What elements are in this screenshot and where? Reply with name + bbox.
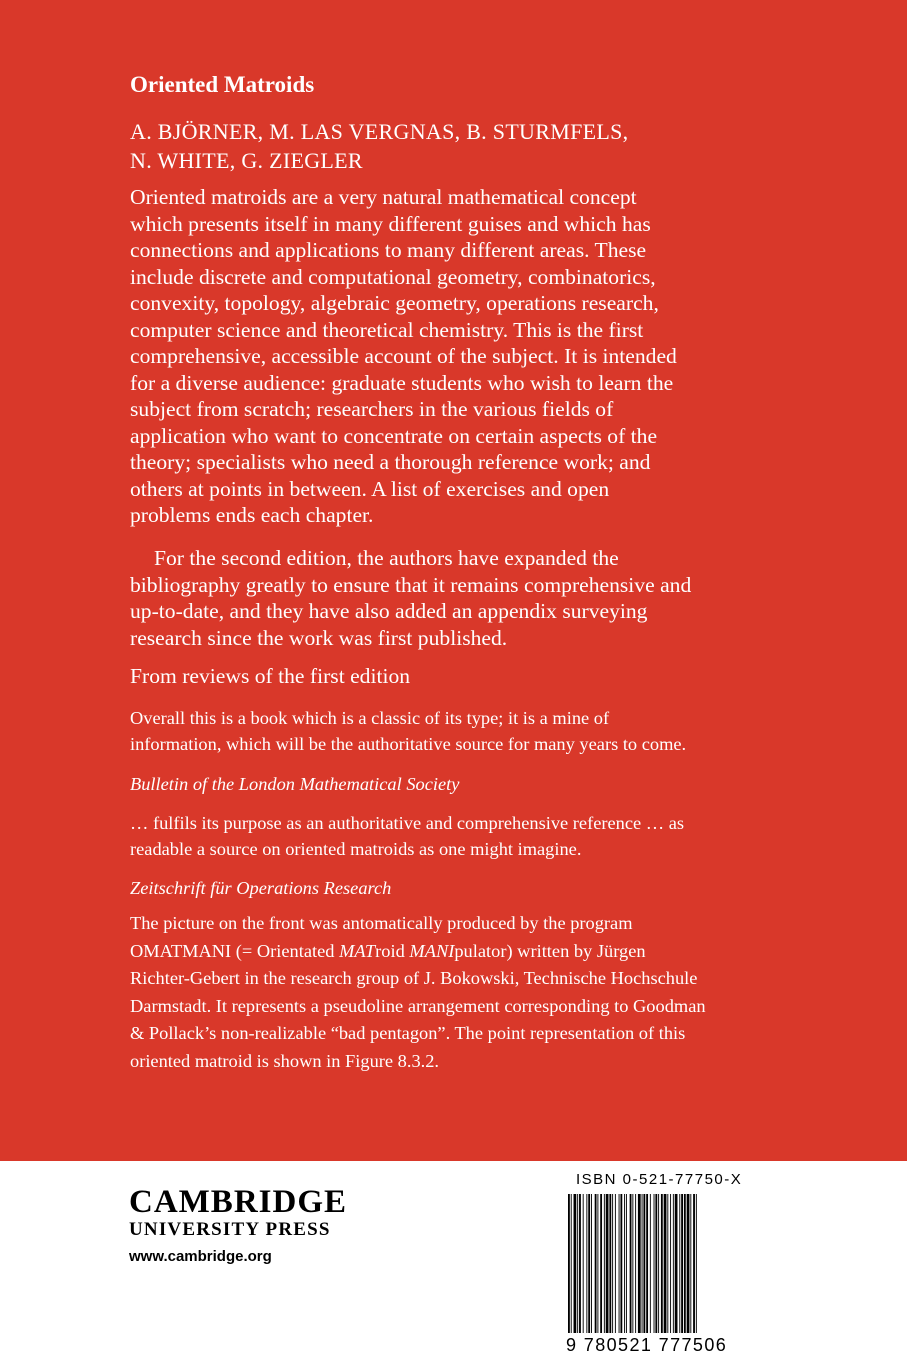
text-line: problems ends each chapter. [130,503,374,527]
text-line: convexity, topology, algebraic geometry, operations research, [130,291,659,315]
cover-picture-note [130,910,810,1075]
review-source: Zeitschrift für Operations Research [130,878,392,898]
text-line: connections and applications to many different areas. These [130,238,647,262]
text-line: For the second edition, the authors have expanded the [154,546,619,570]
isbn-label: ISBN 0-521-77750-X [576,1171,743,1188]
review-quote [130,810,790,862]
text-span-italic: MANI [409,940,455,961]
text-span-italic: MAT [339,940,376,961]
text-line: research since the work was first published. [130,625,508,650]
publisher-band [0,1161,907,1360]
review-quote [130,705,790,757]
publisher-name: CAMBRIDGE [129,1184,348,1220]
text-line: for a diverse audience: graduate students who wish to learn the [130,370,674,395]
description-paragraph-1 [130,184,790,529]
text-span: roid [375,940,410,961]
barcode-icon [566,1194,762,1333]
text-span: pulator) written by Jürgen [454,940,646,961]
author-list [130,117,628,175]
publisher-logo [129,1185,347,1267]
author-line: A. BJÖRNER, M. LAS VERGNAS, B. STURMFELS, [130,119,629,144]
description-paragraph-2 [130,545,790,651]
text-line: up-to-date, and they have also added an appendix surveying [130,599,648,623]
text-line: include discrete and computational geometry, combinatorics, [130,264,656,289]
text-line: others at points in between. A list of exercises and open [130,476,610,501]
text-line [130,938,810,966]
text-line: … fulfils its purpose as an authoritative and comprehensive reference … as [130,813,685,833]
text-line: application who want to concentrate on certain aspects of the [130,423,658,448]
book-title: Oriented Matroids [130,72,315,97]
text-line: subject from scratch; researchers in the various fields of [130,397,614,421]
text-line: Oriented matroids are a very natural mathematical concept [130,185,637,209]
text-line: readable a source on oriented matroids as one might imagine. [130,839,582,859]
text-line: & Pollack’s non-realizable “bad pentagon”. The point representation of this [130,1023,686,1043]
text-line: The picture on the front was antomatically produced by the program [130,913,633,933]
review-source: Bulletin of the London Mathematical Society [130,774,460,794]
text-span: OMATMANI (= Orientated [130,940,340,961]
text-line: theory; specialists who need a thorough reference work; and [130,450,651,474]
publisher-url: www.cambridge.org [129,1248,272,1265]
text-line: computer science and theoretical chemistry. This is the first [130,317,644,342]
text-line: bibliography greatly to ensure that it remains comprehensive and [130,572,692,597]
text-line: comprehensive, accessible account of the subject. It is intended [130,344,677,368]
text-line: oriented matroid is shown in Figure 8.3.2. [130,1050,440,1071]
text-line: which presents itself in many different guises and which has [130,211,651,236]
text-line: Richter-Gebert in the research group of J. Bokowski, Technische Hochschule [130,968,698,988]
reviews-heading: From reviews of the first edition [130,664,411,688]
text-line: Darmstadt. It represents a pseudoline arrangement corresponding to Goodman [130,995,706,1016]
barcode-digits: 9 780521 777506 [566,1335,728,1355]
text-line: information, which will be the authoritative source for many years to come. [130,734,687,754]
author-line: N. WHITE, G. ZIEGLER [130,148,363,173]
text-line: Overall this is a book which is a classic of its type; it is a mine of [130,708,610,728]
publisher-subname: UNIVERSITY PRESS [129,1219,331,1240]
